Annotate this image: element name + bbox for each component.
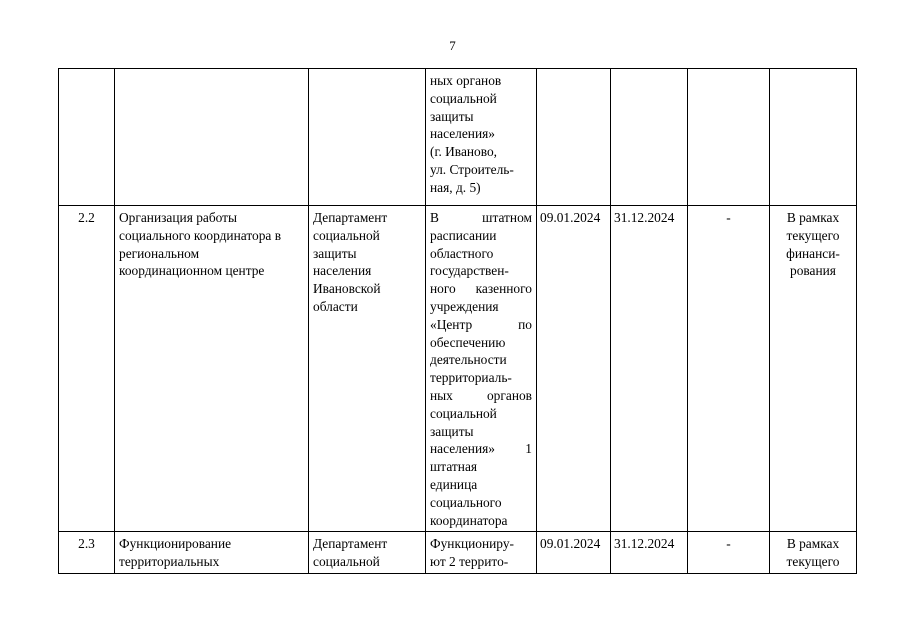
funding-line: В рамках bbox=[786, 536, 840, 552]
executor-line: Департамент bbox=[313, 536, 388, 552]
name-line: Организация работы bbox=[119, 210, 238, 225]
result-line: защиты bbox=[430, 108, 474, 124]
funding-line: текущего bbox=[786, 227, 840, 243]
result-line: ул. Строитель- bbox=[430, 161, 514, 177]
result-line: социальной bbox=[430, 90, 497, 106]
cell-funding bbox=[770, 532, 857, 574]
result-line: координатора bbox=[430, 512, 508, 528]
cell-result bbox=[426, 206, 537, 532]
result-line: ют 2 террито- bbox=[430, 554, 509, 570]
executor-line: социальной bbox=[313, 227, 380, 243]
name-line: региональном bbox=[119, 245, 200, 261]
cell-name bbox=[115, 69, 309, 206]
executor-line: защиты bbox=[313, 245, 357, 261]
executor-line: Департамент bbox=[313, 210, 388, 225]
result-line: ная, д. 5) bbox=[430, 179, 481, 195]
result-line: «Центр по bbox=[430, 316, 532, 332]
result-line: ных органов bbox=[430, 73, 502, 88]
funding-line: финанси- bbox=[786, 245, 840, 261]
executor-line: социальной bbox=[313, 554, 380, 570]
result-line: Функциониру- bbox=[430, 536, 514, 552]
executor-line: Ивановской bbox=[313, 281, 381, 297]
result-line: областного bbox=[430, 245, 494, 261]
funding-line: В рамках bbox=[786, 210, 840, 225]
result-line: населения» bbox=[430, 126, 495, 142]
cell-executor bbox=[309, 532, 426, 574]
result-line: деятельности bbox=[430, 352, 507, 368]
result-line: расписании bbox=[430, 227, 497, 243]
name-line: социального координатора в bbox=[119, 227, 282, 243]
result-line: населения» 1 bbox=[430, 441, 532, 457]
result-line: социального bbox=[430, 494, 502, 510]
cell-executor bbox=[309, 69, 426, 206]
cell-result bbox=[426, 532, 537, 574]
cell-mark bbox=[688, 69, 770, 206]
result-line: защиты bbox=[430, 423, 474, 439]
cell-mark: - bbox=[688, 206, 770, 532]
cell-result bbox=[426, 69, 537, 206]
result-line: (г. Иваново, bbox=[430, 144, 498, 160]
result-line: ного казенного bbox=[430, 281, 532, 297]
funding-line: текущего bbox=[786, 554, 840, 570]
cell-funding bbox=[770, 69, 857, 206]
page-number: 7 bbox=[449, 38, 456, 53]
cell-name bbox=[115, 206, 309, 532]
activity-table bbox=[58, 68, 857, 574]
result-line: государствен- bbox=[430, 263, 509, 279]
funding-line: рования bbox=[790, 263, 836, 279]
cell-end-date: 31.12.2024 bbox=[611, 532, 688, 574]
result-line: единица bbox=[430, 476, 478, 492]
executor-line: населения bbox=[313, 263, 372, 279]
cell-start-date: 09.01.2024 bbox=[537, 206, 611, 532]
cell-number: 2.2 bbox=[59, 206, 115, 532]
table-row bbox=[59, 206, 857, 532]
result-line: социальной bbox=[430, 405, 497, 421]
result-line: учреждения bbox=[430, 298, 499, 314]
result-line: В штатном bbox=[430, 210, 532, 225]
cell-mark: - bbox=[688, 532, 770, 574]
cell-number bbox=[59, 69, 115, 206]
cell-start-date bbox=[537, 69, 611, 206]
table-row bbox=[59, 69, 857, 206]
name-line: координационном центре bbox=[119, 263, 265, 279]
name-line: территориальных bbox=[119, 554, 220, 570]
name-line: Функционирование bbox=[119, 536, 232, 552]
result-line: территориаль- bbox=[430, 370, 512, 386]
result-line: штатная bbox=[430, 459, 478, 475]
cell-end-date: 31.12.2024 bbox=[611, 206, 688, 532]
cell-number: 2.3 bbox=[59, 532, 115, 574]
table-row bbox=[59, 532, 857, 574]
result-line: ных органов bbox=[430, 387, 532, 403]
executor-line: области bbox=[313, 298, 358, 314]
cell-executor bbox=[309, 206, 426, 532]
cell-start-date: 09.01.2024 bbox=[537, 532, 611, 574]
result-line: обеспечению bbox=[430, 334, 506, 350]
cell-end-date bbox=[611, 69, 688, 206]
cell-name bbox=[115, 532, 309, 574]
cell-funding bbox=[770, 206, 857, 532]
